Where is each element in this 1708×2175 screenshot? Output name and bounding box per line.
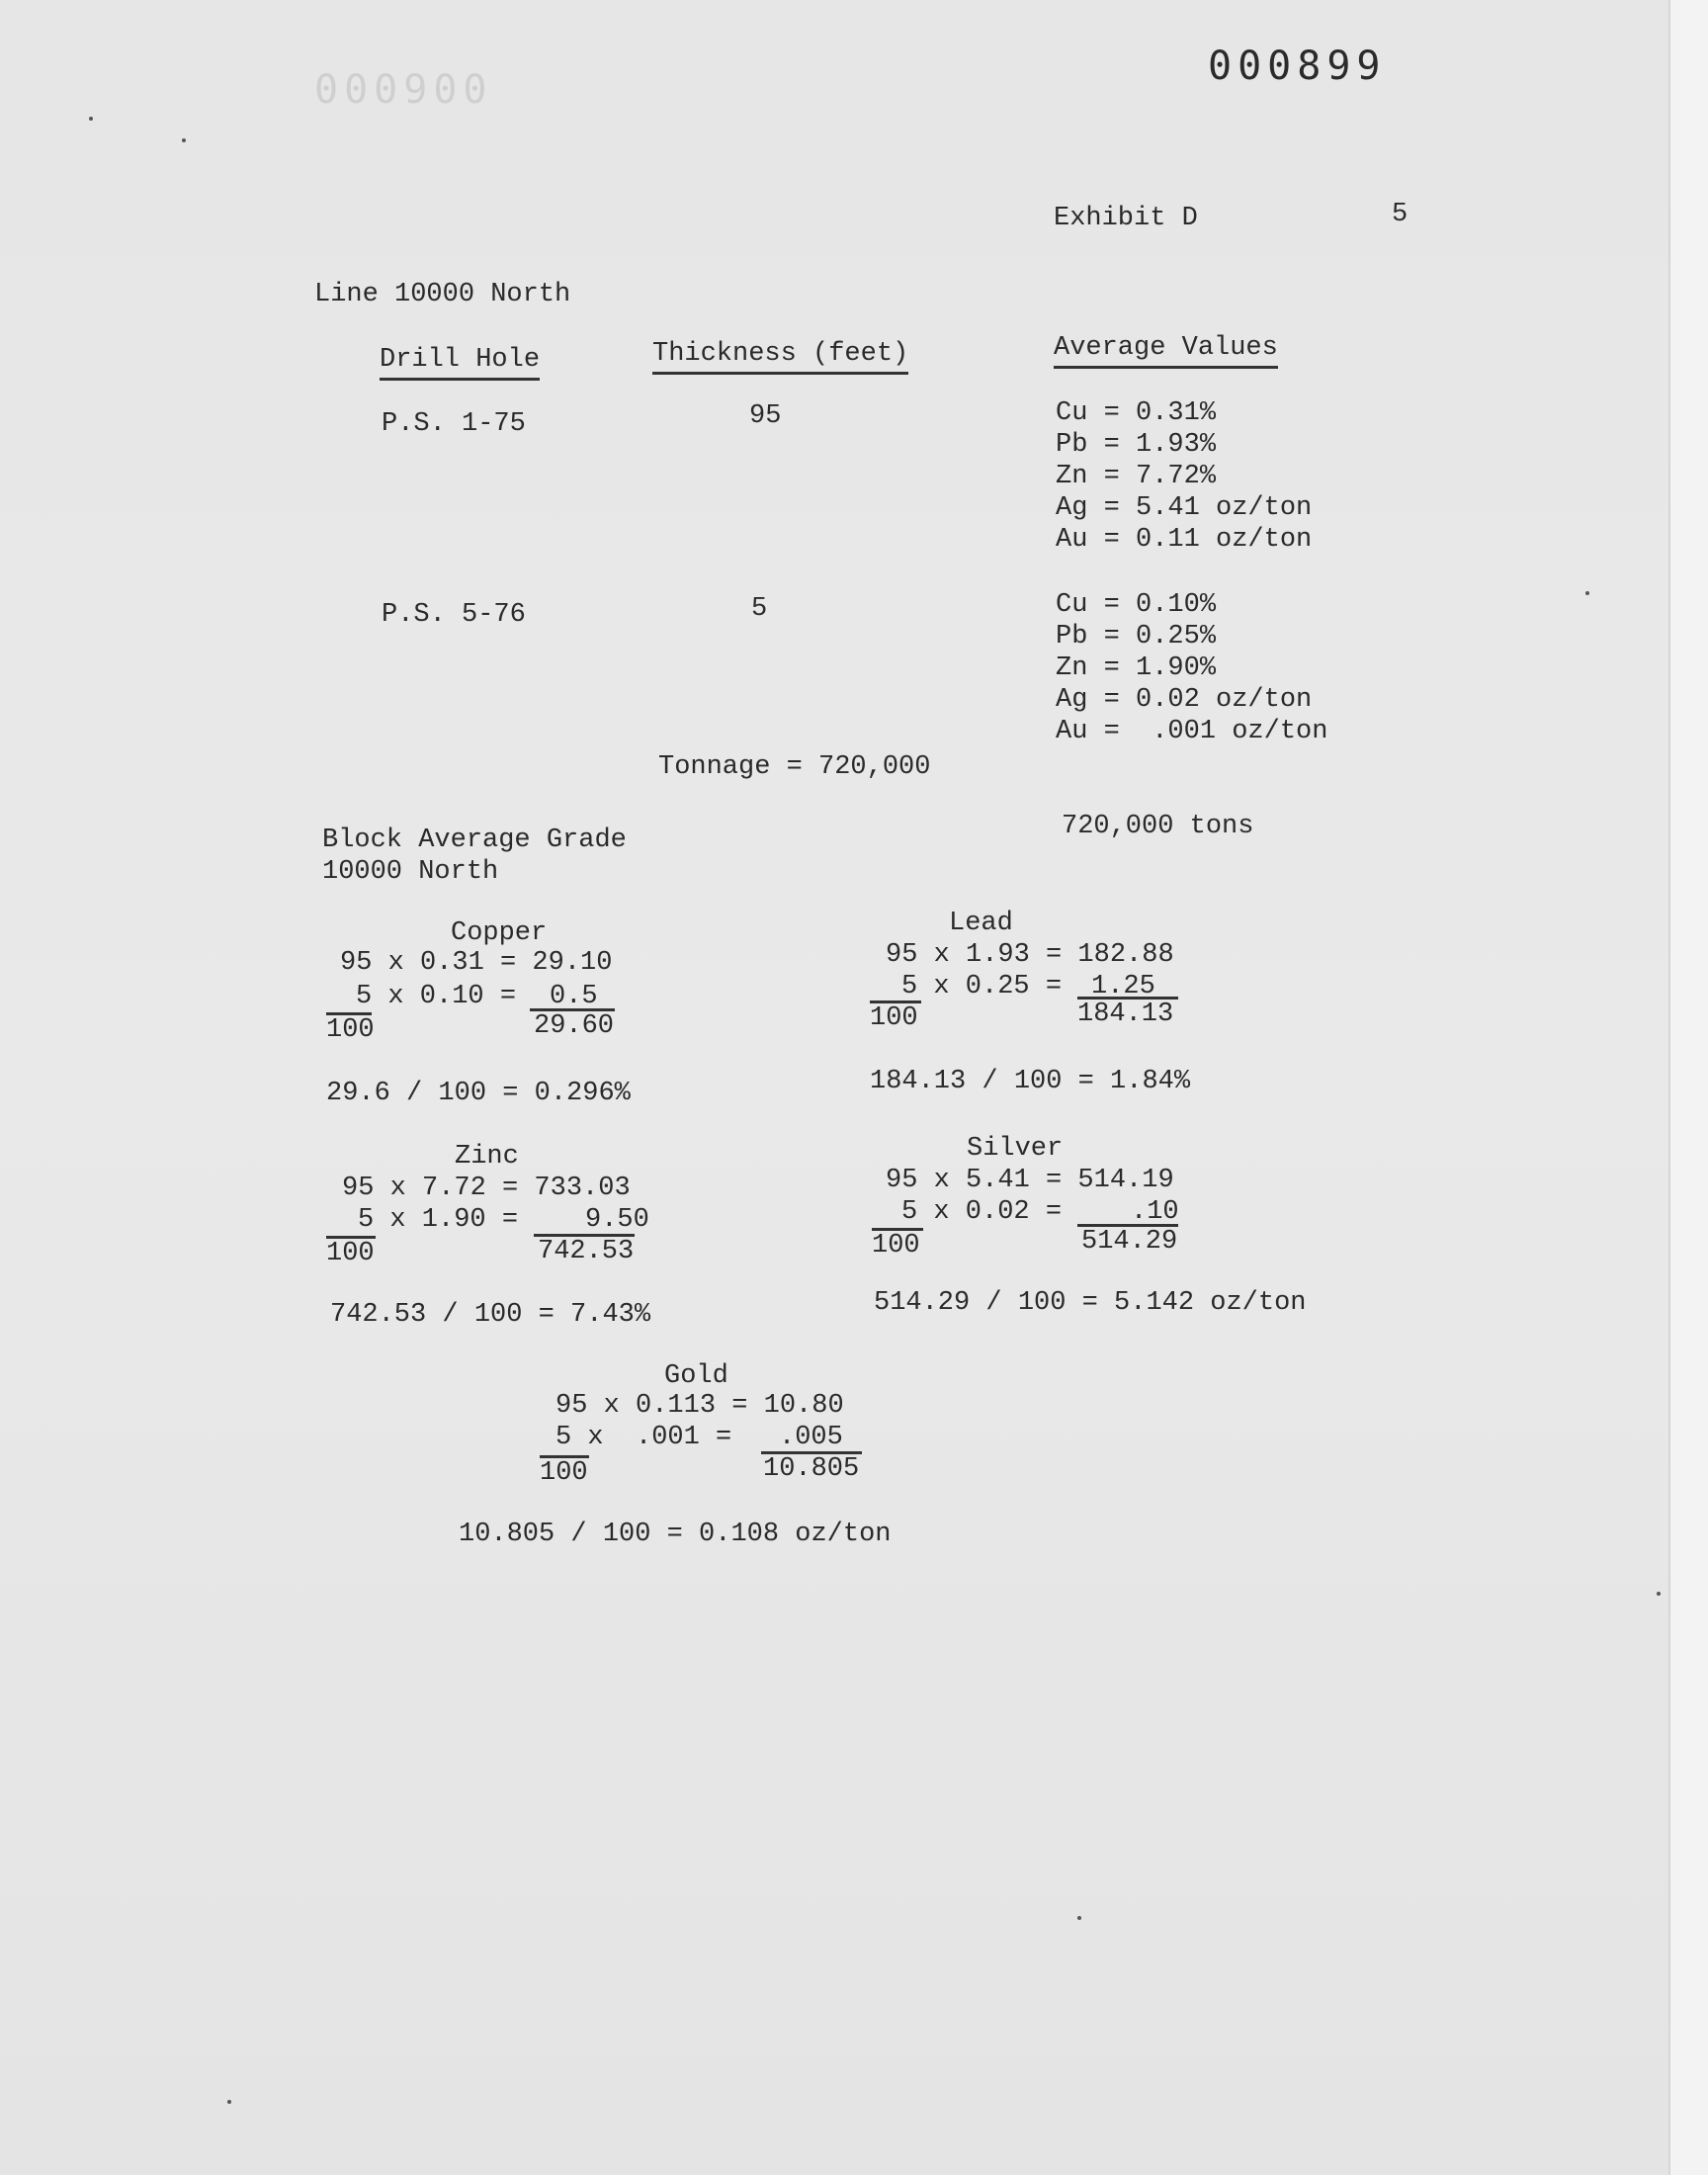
assay-value: Ag = 0.02 oz/ton — [1056, 685, 1313, 715]
zinc-row-value: 9.50 — [585, 1205, 649, 1235]
silver-row: 5 x 0.02 = — [901, 1197, 1063, 1227]
lead-row-value: 1.25 — [1091, 972, 1155, 1001]
scan-speck — [227, 2100, 231, 2104]
average-values-header: Average Values — [1054, 332, 1278, 369]
assay-value: Ag = 5.41 oz/ton — [1056, 493, 1313, 523]
zinc-sum-value: 742.53 — [538, 1237, 635, 1266]
line-title: Line 10000 North — [314, 280, 571, 309]
silver-sum-value: 514.29 — [1081, 1227, 1178, 1257]
gold-row: 5 x .001 = — [555, 1423, 732, 1452]
scan-speck — [1657, 1592, 1661, 1596]
gold-sum-thickness: 100 — [540, 1458, 588, 1488]
assay-value: Pb = 1.93% — [1056, 430, 1217, 460]
page-number: 5 — [1392, 200, 1409, 229]
page-edge — [1668, 0, 1708, 2175]
zinc-sum-thickness: 100 — [326, 1239, 375, 1268]
zinc-title: Zinc — [455, 1142, 519, 1172]
tonnage-line: Tonnage = 720,000 — [658, 752, 931, 782]
assay-value: Pb = 0.25% — [1056, 622, 1217, 652]
silver-sum-thickness: 100 — [872, 1231, 920, 1261]
block-title: Block Average Grade — [322, 826, 627, 855]
copper-row-value: 0.5 — [550, 982, 598, 1011]
ghost-stamp-number: 000900 — [314, 67, 493, 113]
drill-hole-thickness: 95 — [749, 401, 782, 431]
copper-result: 29.6 / 100 = 0.296% — [326, 1079, 631, 1108]
silver-result: 514.29 / 100 = 5.142 oz/ton — [874, 1288, 1307, 1318]
scan-speck — [89, 117, 93, 121]
gold-row-value: .005 — [779, 1423, 843, 1452]
block-subtitle: 10000 North — [322, 857, 499, 887]
assay-value: Cu = 0.10% — [1056, 590, 1217, 620]
lead-title: Lead — [949, 909, 1013, 938]
lead-row: 5 x 0.25 = — [901, 972, 1063, 1001]
assay-value: Zn = 1.90% — [1056, 653, 1217, 683]
copper-row: 5 x 0.10 = — [356, 982, 517, 1011]
assay-value: Au = .001 oz/ton — [1056, 717, 1328, 746]
scan-speck — [1585, 591, 1589, 595]
assay-value: Cu = 0.31% — [1056, 398, 1217, 428]
lead-row: 95 x 1.93 = 182.88 — [886, 940, 1174, 970]
lead-sum-thickness: 100 — [870, 1003, 918, 1033]
gold-title: Gold — [664, 1361, 728, 1391]
scan-speck — [182, 138, 186, 142]
zinc-row: 5 x 1.90 = — [358, 1205, 519, 1235]
tons-label: 720,000 tons — [1062, 812, 1254, 841]
assay-value: Au = 0.11 oz/ton — [1056, 525, 1313, 555]
copper-sum-thickness: 100 — [326, 1015, 375, 1045]
copper-title: Copper — [451, 918, 548, 948]
thickness-header: Thickness (feet) — [652, 338, 908, 375]
zinc-row: 95 x 7.72 = 733.03 — [342, 1174, 631, 1203]
copper-row: 95 x 0.31 = 29.10 — [340, 948, 613, 978]
exhibit-label: Exhibit D — [1054, 204, 1198, 233]
gold-result: 10.805 / 100 = 0.108 oz/ton — [459, 1520, 892, 1549]
zinc-result: 742.53 / 100 = 7.43% — [330, 1300, 651, 1330]
drill-hole-id: P.S. 5-76 — [382, 600, 526, 630]
copper-sum-value: 29.60 — [534, 1011, 615, 1041]
scan-speck — [1077, 1916, 1081, 1920]
silver-row-value: .10 — [1131, 1197, 1179, 1227]
silver-title: Silver — [967, 1134, 1064, 1164]
drill-hole-id: P.S. 1-75 — [382, 409, 526, 439]
drill-hole-header: Drill Hole — [380, 344, 540, 381]
gold-sum-value: 10.805 — [763, 1454, 860, 1484]
bates-stamp-number: 000899 — [1208, 44, 1387, 89]
silver-row: 95 x 5.41 = 514.19 — [886, 1166, 1174, 1195]
lead-sum-value: 184.13 — [1077, 1000, 1174, 1029]
drill-hole-thickness: 5 — [751, 594, 768, 624]
gold-row: 95 x 0.113 = 10.80 — [555, 1391, 844, 1421]
assay-value: Zn = 7.72% — [1056, 462, 1217, 491]
lead-result: 184.13 / 100 = 1.84% — [870, 1067, 1191, 1096]
